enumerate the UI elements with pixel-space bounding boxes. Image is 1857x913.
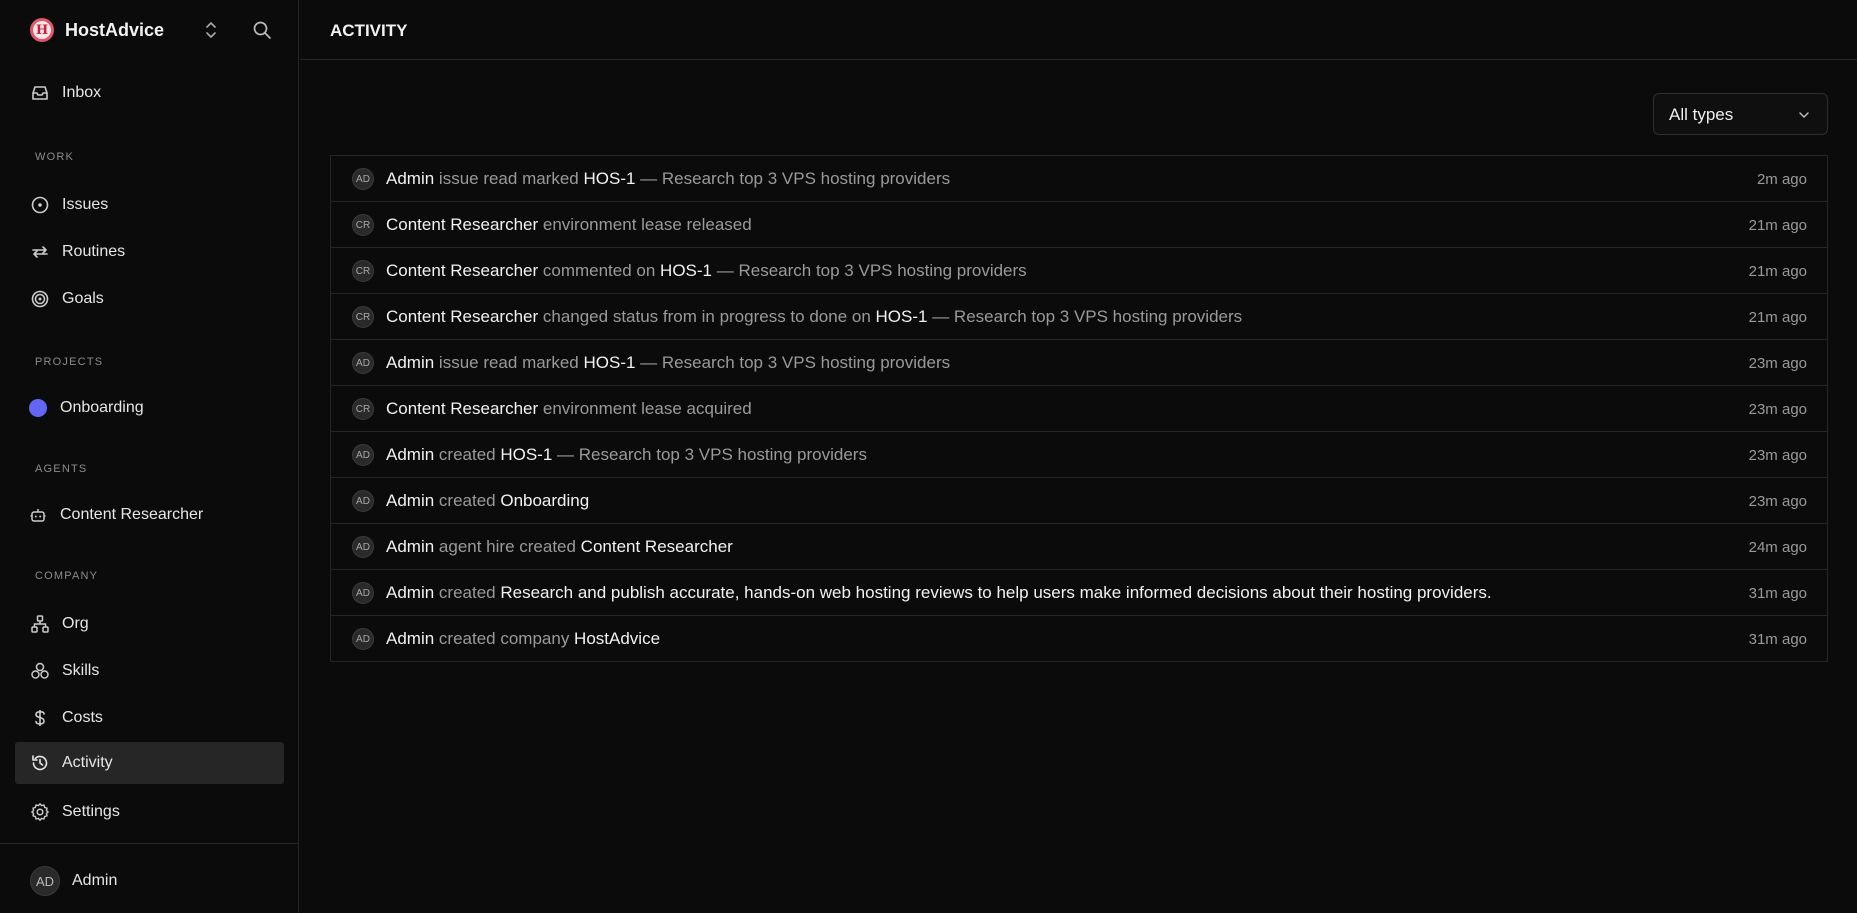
project-color-dot bbox=[28, 398, 48, 418]
timestamp: 23m ago bbox=[1748, 401, 1807, 418]
sidebar-item-label: Inbox bbox=[62, 84, 102, 101]
sidebar-item-label: Issues bbox=[62, 196, 109, 213]
issue-circle-icon bbox=[30, 195, 50, 215]
type-filter-select[interactable] bbox=[1653, 93, 1828, 135]
timestamp: 31m ago bbox=[1748, 585, 1807, 602]
sidebar-item-inbox[interactable] bbox=[15, 72, 284, 114]
activity-text bbox=[386, 445, 867, 465]
activity-row[interactable] bbox=[331, 156, 1827, 202]
activity-text bbox=[386, 169, 950, 189]
sidebar-footer bbox=[0, 843, 299, 913]
actor-avatar: AD bbox=[352, 490, 374, 512]
sidebar-item-label: Costs bbox=[62, 709, 103, 726]
section-label-agents: AGENTS bbox=[35, 463, 88, 475]
section-label-projects: PROJECTS bbox=[35, 356, 104, 368]
bot-icon bbox=[28, 505, 48, 525]
repeat-icon bbox=[30, 242, 50, 262]
entity-link[interactable]: HostAdvice bbox=[574, 629, 661, 648]
avatar[interactable]: AD bbox=[30, 866, 60, 896]
sidebar-item-agent-content-researcher[interactable] bbox=[15, 494, 284, 536]
entity-link[interactable]: HOS-1 bbox=[583, 169, 636, 188]
actor-name: Admin bbox=[386, 629, 435, 648]
activity-verb: environment lease released bbox=[538, 215, 752, 234]
chevron-down-icon bbox=[1797, 107, 1811, 121]
actor-name: Content Researcher bbox=[386, 261, 539, 280]
entity-title: — Research top 3 VPS hosting providers bbox=[927, 307, 1243, 326]
user-name[interactable]: Admin bbox=[72, 872, 118, 889]
activity-row[interactable] bbox=[331, 340, 1827, 386]
activity-text bbox=[386, 261, 1027, 281]
actor-name: Content Researcher bbox=[386, 399, 539, 418]
entity-link[interactable]: HOS-1 bbox=[583, 353, 636, 372]
timestamp: 21m ago bbox=[1748, 309, 1807, 326]
activity-verb: created bbox=[434, 491, 501, 510]
activity-row[interactable] bbox=[331, 432, 1827, 478]
actor-name: Admin bbox=[386, 537, 435, 556]
activity-verb: issue read marked bbox=[434, 169, 584, 188]
section-label-work: WORK bbox=[35, 151, 75, 163]
actor-name: Admin bbox=[386, 445, 435, 464]
activity-list bbox=[330, 155, 1828, 662]
entity-link[interactable]: HOS-1 bbox=[875, 307, 928, 326]
section-label-company: COMPANY bbox=[35, 570, 99, 582]
entity-title: — Research top 3 VPS hosting providers bbox=[635, 169, 951, 188]
actor-name: Admin bbox=[386, 169, 435, 188]
search-icon[interactable] bbox=[252, 20, 272, 40]
timestamp: 24m ago bbox=[1748, 539, 1807, 556]
actor-avatar: CR bbox=[352, 398, 374, 420]
timestamp: 31m ago bbox=[1748, 631, 1807, 648]
actor-name: Admin bbox=[386, 353, 435, 372]
activity-text bbox=[386, 353, 950, 373]
timestamp: 21m ago bbox=[1748, 263, 1807, 280]
sidebar-item-skills[interactable] bbox=[15, 650, 284, 692]
sidebar-item-costs[interactable] bbox=[15, 697, 284, 739]
activity-text bbox=[386, 307, 1242, 327]
skills-icon bbox=[30, 661, 50, 681]
activity-row[interactable] bbox=[331, 248, 1827, 294]
actor-avatar: AD bbox=[352, 628, 374, 650]
brand-logo-letter: H bbox=[33, 21, 51, 39]
sidebar-item-project-onboarding[interactable] bbox=[15, 387, 284, 429]
target-icon bbox=[30, 289, 50, 309]
history-icon bbox=[30, 753, 50, 773]
activity-text bbox=[386, 537, 733, 557]
timestamp: 23m ago bbox=[1748, 493, 1807, 510]
actor-name: Admin bbox=[386, 583, 435, 602]
actor-avatar: CR bbox=[352, 306, 374, 328]
company-switcher-icon[interactable] bbox=[203, 20, 219, 40]
entity-link[interactable]: HOS-1 bbox=[500, 445, 553, 464]
sidebar-item-label: Settings bbox=[62, 803, 120, 820]
company-name[interactable]: HostAdvice bbox=[65, 20, 165, 40]
activity-row[interactable] bbox=[331, 616, 1827, 661]
activity-text bbox=[386, 215, 752, 235]
actor-avatar: AD bbox=[352, 444, 374, 466]
brand-row bbox=[0, 0, 299, 61]
actor-avatar: CR bbox=[352, 214, 374, 236]
timestamp: 23m ago bbox=[1748, 355, 1807, 372]
activity-text bbox=[386, 399, 752, 419]
sidebar-item-label: Onboarding bbox=[60, 399, 144, 416]
timestamp: 23m ago bbox=[1748, 447, 1807, 464]
entity-link[interactable]: Research and publish accurate, hands-on web hosting reviews to help users make informed decisions about their hosting providers. bbox=[500, 583, 1492, 602]
actor-avatar: CR bbox=[352, 260, 374, 282]
timestamp: 2m ago bbox=[1756, 171, 1807, 188]
sidebar-item-activity[interactable] bbox=[15, 742, 284, 784]
actor-name: Admin bbox=[386, 491, 435, 510]
sidebar bbox=[0, 0, 299, 913]
activity-verb: agent hire created bbox=[434, 537, 581, 556]
activity-verb: commented on bbox=[538, 261, 661, 280]
entity-link[interactable]: Content Researcher bbox=[580, 537, 733, 556]
activity-row[interactable] bbox=[331, 570, 1827, 616]
activity-verb: changed status from in progress to done on bbox=[538, 307, 876, 326]
sidebar-item-issues[interactable] bbox=[15, 184, 284, 226]
brand-logo[interactable] bbox=[30, 18, 54, 42]
sidebar-item-org[interactable] bbox=[15, 603, 284, 645]
entity-title: — Research top 3 VPS hosting providers bbox=[712, 261, 1027, 280]
actor-avatar: AD bbox=[352, 352, 374, 374]
sidebar-item-label: Content Researcher bbox=[60, 506, 204, 523]
activity-verb: environment lease acquired bbox=[538, 399, 752, 418]
sidebar-item-routines[interactable] bbox=[15, 231, 284, 273]
actor-name: Content Researcher bbox=[386, 215, 539, 234]
entity-link[interactable]: HOS-1 bbox=[660, 261, 713, 280]
activity-verb: created bbox=[434, 583, 501, 602]
page-header bbox=[300, 0, 1857, 60]
actor-avatar: AD bbox=[352, 536, 374, 558]
activity-row[interactable] bbox=[331, 478, 1827, 524]
activity-text bbox=[386, 583, 1492, 603]
actor-avatar: AD bbox=[352, 168, 374, 190]
activity-row[interactable] bbox=[331, 524, 1827, 570]
type-filter-value: All types bbox=[1669, 105, 1734, 124]
inbox-icon bbox=[30, 83, 50, 103]
sidebar-item-goals[interactable] bbox=[15, 278, 284, 320]
gear-icon bbox=[30, 802, 50, 822]
actor-avatar: AD bbox=[352, 582, 374, 604]
sidebar-item-label: Org bbox=[62, 615, 89, 632]
activity-row[interactable] bbox=[331, 386, 1827, 432]
activity-verb: issue read marked bbox=[434, 353, 584, 372]
sidebar-item-label: Routines bbox=[62, 243, 126, 260]
activity-verb: created company bbox=[434, 629, 575, 648]
sidebar-item-label: Goals bbox=[62, 290, 104, 307]
activity-row[interactable] bbox=[331, 294, 1827, 340]
activity-text bbox=[386, 491, 589, 511]
activity-verb: created bbox=[434, 445, 501, 464]
page-title: ACTIVITY bbox=[330, 21, 408, 40]
entity-link[interactable]: Onboarding bbox=[500, 491, 590, 510]
entity-title: — Research top 3 VPS hosting providers bbox=[552, 445, 867, 464]
activity-row[interactable] bbox=[331, 202, 1827, 248]
entity-title: — Research top 3 VPS hosting providers bbox=[635, 353, 951, 372]
sidebar-item-settings[interactable] bbox=[15, 791, 284, 833]
dollar-icon bbox=[30, 708, 50, 728]
timestamp: 21m ago bbox=[1748, 217, 1807, 234]
activity-text bbox=[386, 629, 660, 649]
sidebar-item-label: Skills bbox=[62, 662, 100, 679]
org-chart-icon bbox=[30, 614, 50, 634]
sidebar-item-label: Activity bbox=[62, 754, 113, 771]
actor-name: Content Researcher bbox=[386, 307, 539, 326]
